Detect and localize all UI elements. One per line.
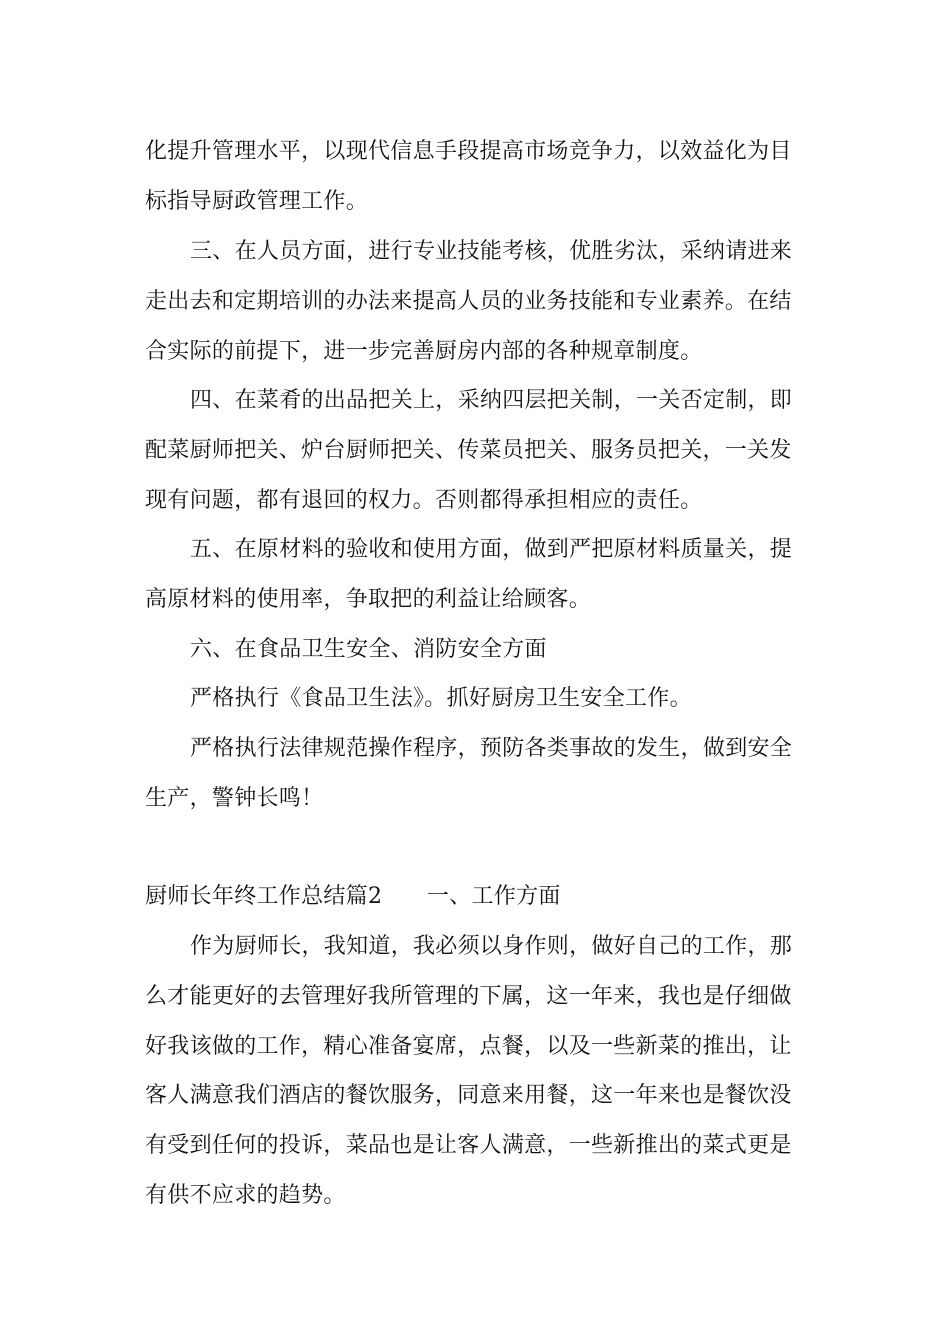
text-line: 客人满意我们酒店的餐饮服务，同意来用餐，这一年来也是餐饮没 — [145, 1083, 792, 1108]
text-line: 三、在人员方面，进行专业技能考核，优胜劣汰，采纳请进来 — [190, 239, 793, 264]
text-line: 标指导厨政管理工作。 — [145, 189, 369, 214]
text-line: 严格执行《食品卫生法》。抓好厨房卫生安全工作。 — [190, 686, 692, 711]
text-line: 有受到任何的投诉，菜品也是让客人满意，一些新推出的菜式更是 — [145, 1133, 792, 1158]
text-line: 作为厨师长，我知道，我必须以身作则，做好自己的工作，那 — [190, 934, 793, 959]
text-line: 五、在原材料的验收和使用方面，做到严把原材料质量关，提 — [190, 537, 793, 562]
section-heading: 厨师长年终工作总结篇2 一、工作方面 — [145, 884, 561, 909]
text-line: 么才能更好的去管理好我所管理的下属，这一年来，我也是仔细做 — [145, 984, 792, 1009]
text-line: 六、在食品卫生安全、消防安全方面 — [190, 637, 547, 662]
text-line: 配菜厨师把关、炉台厨师把关、传菜员把关、服务员把关，一关发 — [145, 438, 792, 463]
text-line: 有供不应求的趋势。 — [145, 1183, 346, 1208]
text-line: 生产，警钟长鸣！ — [145, 786, 324, 811]
text-line: 现有问题，都有退回的权力。否则都得承担相应的责任。 — [145, 488, 703, 513]
text-line: 四、在菜肴的出品把关上，采纳四层把关制，一关否定制，即 — [190, 388, 793, 413]
text-line: 严格执行法律规范操作程序，预防各类事故的发生，做到安全 — [190, 736, 793, 761]
text-line: 走出去和定期培训的办法来提高人员的业务技能和专业素养。在结 — [145, 289, 792, 314]
text-line: 高原材料的使用率，争取把的利益让给顾客。 — [145, 587, 592, 612]
text-line: 化提升管理水平，以现代信息手段提高市场竞争力，以效益化为目 — [145, 139, 792, 164]
text-line: 好我该做的工作，精心准备宴席，点餐，以及一些新菜的推出，让 — [145, 1034, 792, 1059]
text-line: 合实际的前提下，进一步完善厨房内部的各种规章制度。 — [145, 339, 703, 364]
